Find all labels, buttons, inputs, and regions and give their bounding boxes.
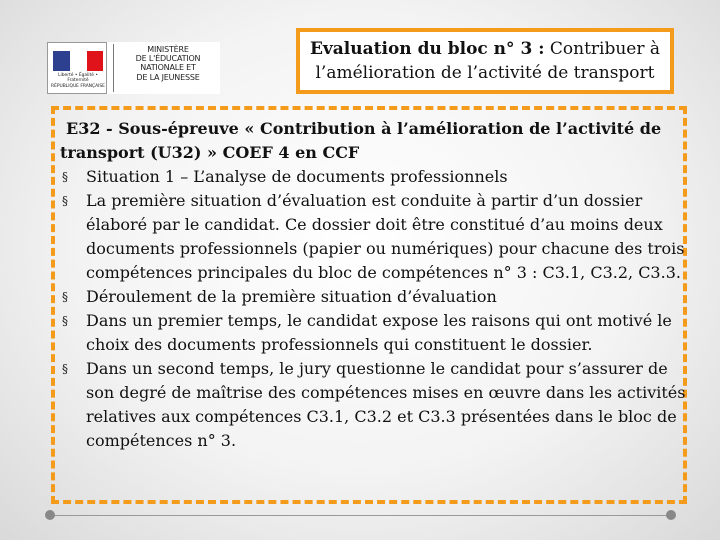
list-item <box>60 357 690 453</box>
list-item <box>60 309 690 357</box>
bullet-list <box>60 165 690 453</box>
french-flag-icon <box>53 51 103 71</box>
ministry-name <box>118 45 218 82</box>
list-item-text: Déroulement de la première situation d’évaluation <box>86 287 497 306</box>
bullet-icon: § <box>62 290 68 304</box>
list-item-text: Situation 1 – L’analyse de documents professionnels <box>86 167 508 186</box>
list-item <box>60 189 690 285</box>
motto-line: RÉPUBLIQUE FRANÇAISE <box>51 83 105 89</box>
slide-title <box>300 37 670 85</box>
republic-motto <box>51 73 105 89</box>
title-line1-rest: Contribuer à <box>544 39 661 59</box>
heading-line2: transport (U32) » COEF 4 en CCF <box>60 143 360 162</box>
ministry-line: NATIONALE ET <box>140 63 196 73</box>
ministry-line: MINISTÈRE <box>147 45 189 54</box>
section-heading <box>60 117 690 165</box>
motto-line: Liberté • Égalité • Fraternité <box>58 73 98 84</box>
list-item <box>60 165 690 189</box>
bullet-icon: § <box>62 362 68 376</box>
decorative-dot-right <box>666 510 676 520</box>
decorative-line <box>50 515 672 516</box>
heading-line1: E32 - Sous-épreuve « Contribution à l’amélioration de l’activité de <box>66 119 662 138</box>
title-line2: l’amélioration de l’activité de transport <box>315 63 655 83</box>
title-box <box>296 28 674 94</box>
title-bold-part: Evaluation du bloc n° 3 : <box>309 39 545 59</box>
list-item-text: Dans un second temps, le jury questionne le candidat pour s’assurer de son degré de maîtrise des compétences mises en œuvre dans les activités relatives aux compétences C3.1, C3.2 et C3.3 présentées dans le bloc de compétences n° 3. <box>86 359 686 450</box>
ministry-line: DE L'ÉDUCATION <box>135 54 201 64</box>
list-item-text: Dans un premier temps, le candidat expose les raisons qui ont motivé le choix des documents professionnels qui constituent le dossier. <box>86 311 672 354</box>
ministry-line: DE LA JEUNESSE <box>136 72 200 82</box>
republic-emblem <box>47 42 107 94</box>
bullet-icon: § <box>62 314 68 328</box>
bullet-icon: § <box>62 170 68 184</box>
list-item <box>60 285 690 309</box>
list-item-text: La première situation d’évaluation est conduite à partir d’un dossier élaboré par le candidat. Ce dossier doit être constitué d’au moins deux documents professionnels (papier ou numériques) pour chacune des trois compétences principales du bloc de compétences n° 3 : C3.1, C3.2, C3.3. <box>86 191 685 282</box>
bullet-icon: § <box>62 194 68 208</box>
content-body <box>60 117 690 453</box>
logo-separator <box>113 44 114 92</box>
decorative-dot-left <box>45 510 55 520</box>
ministry-logo <box>47 42 220 94</box>
